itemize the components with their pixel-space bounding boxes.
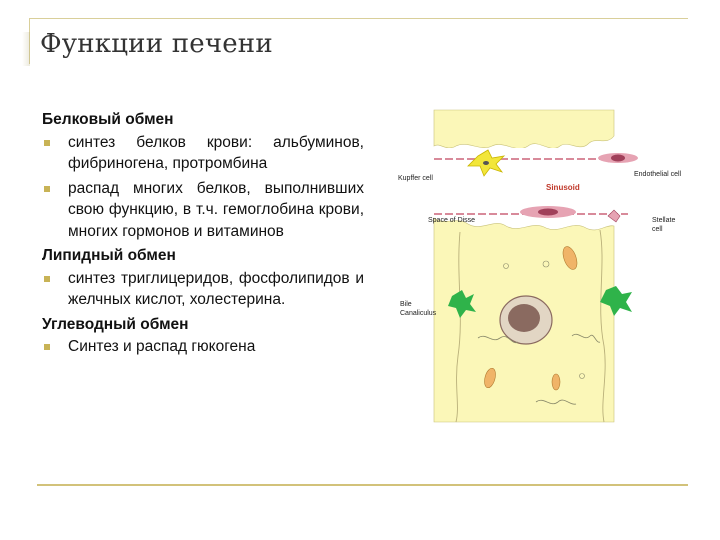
square-bullet-icon xyxy=(44,186,50,192)
stellate-cell-label-line1: Stellate xyxy=(652,217,676,224)
list-item xyxy=(42,132,364,175)
space-of-disse-label: Space of Disse xyxy=(428,217,476,224)
section-heading-carbohydrate: Углеводный обмен xyxy=(42,315,189,333)
liver-tissue-illustration xyxy=(396,106,696,426)
list-item xyxy=(42,336,364,358)
list-item-text: распад многих белков, выполнивших свою функцию, в т.ч. гемоглобина крови, многих гормонов и витаминов xyxy=(68,179,364,240)
kupffer-nucleus xyxy=(483,161,489,165)
square-bullet-icon xyxy=(44,344,50,350)
upper-hepatocyte-region xyxy=(434,110,614,149)
kupffer-cell-label: Kupffer cell xyxy=(398,175,433,182)
endothelial-nucleus xyxy=(611,155,625,162)
list-item-text: синтез белков крови: альбуминов, фибриногена, протромбина xyxy=(68,133,364,172)
liver-tissue-diagram xyxy=(396,106,696,426)
section-heading-protein: Белковый обмен xyxy=(42,111,174,128)
endothelial-nucleus-lower xyxy=(538,209,558,216)
hepatocyte-nucleolus xyxy=(508,304,540,332)
stellate-cell-label-line2: cell xyxy=(652,226,663,233)
title-frame-top-line xyxy=(29,18,688,19)
bile-canaliculus-label-line1: Bile xyxy=(400,301,412,308)
section-heading-lipid: Липидный обмен xyxy=(42,247,176,264)
list-item-text: Синтез и распад гюкогена xyxy=(68,338,256,355)
bottom-divider xyxy=(37,484,688,486)
list-item xyxy=(42,268,364,311)
bile-canaliculus-label-line2: Canaliculus xyxy=(400,310,437,317)
list-item xyxy=(42,178,364,243)
square-bullet-icon xyxy=(44,276,50,282)
endothelial-cell-label: Endothelial cell xyxy=(634,171,682,178)
sinusoid-label: Sinusoid xyxy=(546,183,580,192)
title-accent-shadow xyxy=(22,32,30,66)
list-item-text: синтез триглицеридов, фосфолипидов и желчных кислот, холестерина. xyxy=(68,269,364,308)
mitochondrion xyxy=(552,374,560,390)
content-text-column xyxy=(42,106,364,361)
slide-title: Функции печени xyxy=(40,29,273,59)
sinusoid-band xyxy=(434,148,614,212)
square-bullet-icon xyxy=(44,140,50,146)
